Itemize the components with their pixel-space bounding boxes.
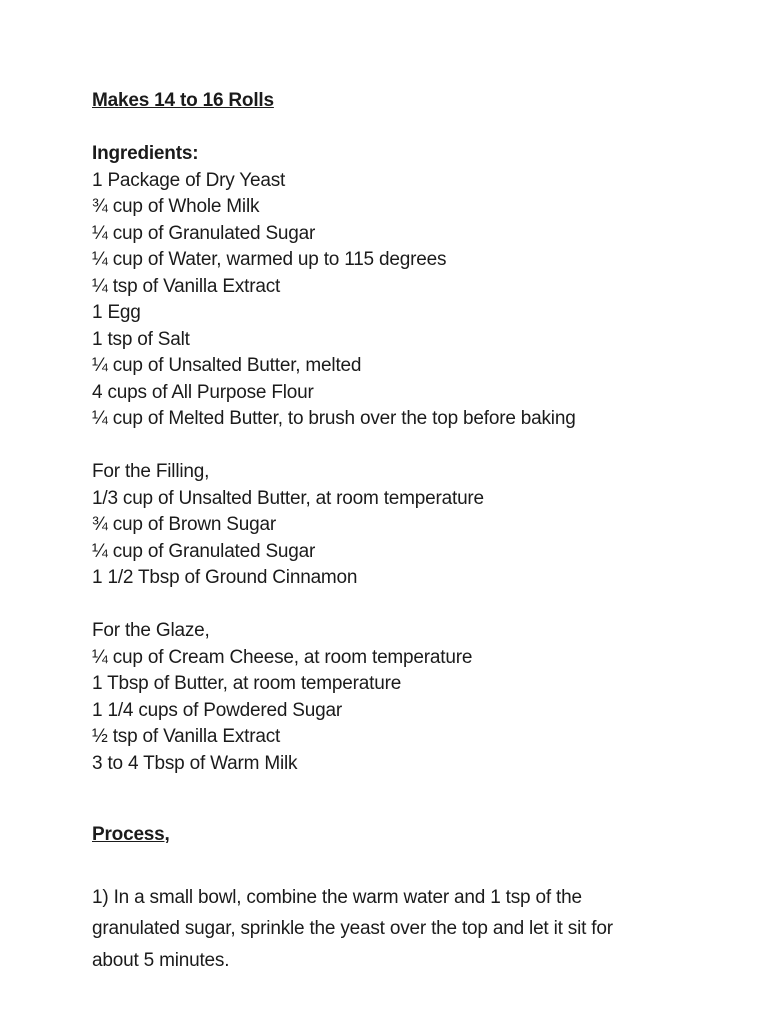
glaze-item: ½ tsp of Vanilla Extract (92, 726, 281, 747)
process-heading: Process, (92, 824, 170, 845)
ingredient-item: ¼ tsp of Vanilla Extract (92, 275, 281, 297)
ingredients-heading: Ingredients: (92, 143, 199, 164)
ingredient-item: ¼ cup of Granulated Sugar (92, 222, 316, 244)
ingredient-item: ¼ cup of Melted Butter, to brush over the top before baking (92, 408, 576, 429)
process-step-line: about 5 minutes. (92, 949, 230, 971)
glaze-item: 1 1/4 cups of Powdered Sugar (92, 699, 343, 721)
glaze-item: ¼ cup of Cream Cheese, at room temperature (92, 646, 473, 668)
glaze-heading: For the Glaze, (92, 620, 210, 641)
ingredient-item: ¼ cup of Water, warmed up to 115 degrees (92, 249, 447, 270)
document-content (92, 88, 692, 976)
filling-heading: For the Filling, (92, 461, 210, 482)
ingredient-item: 1 Package of Dry Yeast (92, 169, 286, 191)
filling-item: ¼ cup of Granulated Sugar (92, 540, 316, 562)
ingredients-list (92, 168, 692, 433)
ingredient-item: 1 Egg (92, 302, 141, 323)
recipe-yield-title: Makes 14 to 16 Rolls (92, 90, 274, 111)
glaze-section (92, 618, 692, 777)
filling-section (92, 459, 692, 592)
glaze-item: 3 to 4 Tbsp of Warm Milk (92, 752, 298, 774)
filling-item: ¾ cup of Brown Sugar (92, 514, 276, 535)
glaze-item: 1 Tbsp of Butter, at room temperature (92, 673, 402, 694)
process-step-line: granulated sugar, sprinkle the yeast over the top and let it sit for (92, 918, 613, 939)
process-step-1 (92, 882, 692, 977)
ingredient-item: ¼ cup of Unsalted Butter, melted (92, 355, 362, 376)
ingredient-item: 4 cups of All Purpose Flour (92, 381, 314, 403)
ingredient-item: 1 tsp of Salt (92, 328, 190, 350)
filling-item: 1 1/2 Tbsp of Ground Cinnamon (92, 567, 358, 588)
ingredient-item: ¾ cup of Whole Milk (92, 196, 260, 217)
filling-item: 1/3 cup of Unsalted Butter, at room temperature (92, 487, 484, 509)
process-step-line: 1) In a small bowl, combine the warm water and 1 tsp of the (92, 886, 582, 908)
